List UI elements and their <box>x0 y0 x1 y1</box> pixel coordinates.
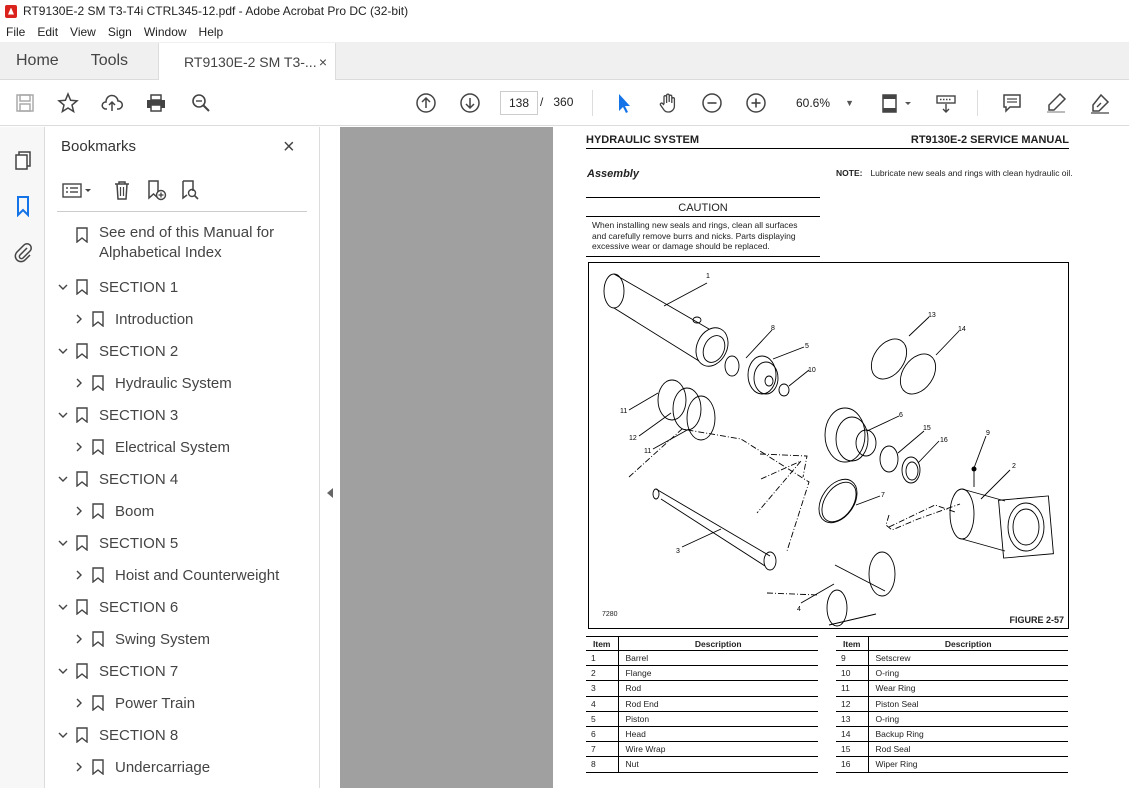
tab-document[interactable] <box>158 43 336 80</box>
cylinder-exploded-drawing <box>589 263 1070 630</box>
new-bookmark-icon[interactable] <box>143 177 169 203</box>
toolbar-divider <box>592 90 593 116</box>
divider <box>57 211 307 212</box>
item-number-cell: 8 <box>586 757 618 772</box>
bookmark-label-wrap <box>99 223 274 263</box>
note-text: Lubricate new seals and rings with clean hydraulic oil. <box>870 168 1073 178</box>
figure-label: 8 <box>771 325 775 332</box>
item-number-cell: 14 <box>836 726 868 741</box>
bookmark-item[interactable] <box>71 755 210 779</box>
bookmark-item[interactable] <box>55 467 178 491</box>
table-row <box>836 666 1068 681</box>
description-cell: Flange <box>618 666 818 681</box>
chevron-down-icon[interactable] <box>55 663 71 679</box>
figure-label: 11 <box>644 448 652 455</box>
bookmark-label: SECTION 6 <box>99 598 179 616</box>
table-row <box>586 651 818 666</box>
bookmark-label: Introduction <box>115 310 194 328</box>
column-header-description: Description <box>868 637 1068 651</box>
close-tab-icon[interactable]: × <box>318 53 328 70</box>
description-cell: Barrel <box>618 651 818 666</box>
bookmark-icon <box>75 727 89 743</box>
parts-table-left <box>586 636 818 773</box>
cloud-upload-icon[interactable] <box>99 90 125 116</box>
chevron-down-icon[interactable] <box>55 535 71 551</box>
chevron-right-icon[interactable] <box>71 759 87 775</box>
column-header-item: Item <box>836 637 868 651</box>
description-cell: Wiper Ring <box>868 757 1068 772</box>
description-cell: Rod Seal <box>868 742 1068 757</box>
figure-label: 7 <box>881 492 885 499</box>
description-cell: Rod <box>618 681 818 696</box>
bookmark-icon <box>91 311 105 327</box>
bookmark-item[interactable] <box>71 563 279 587</box>
tab-bar <box>0 42 1129 80</box>
menu-file[interactable]: File <box>6 25 26 39</box>
description-cell: Wire Wrap <box>618 742 818 757</box>
chevron-down-icon[interactable] <box>55 343 71 359</box>
caution-title: CAUTION <box>586 202 820 217</box>
chevron-down-icon[interactable] <box>55 407 71 423</box>
toolbar-divider <box>977 90 978 116</box>
section-heading: Assembly <box>587 168 639 180</box>
figure-label: 3 <box>676 548 680 555</box>
bookmark-options-icon[interactable] <box>59 177 95 203</box>
bookmark-icon <box>75 227 89 243</box>
menu-bar <box>0 22 1129 42</box>
bookmarks-title: Bookmarks <box>61 138 137 155</box>
bookmark-label: SECTION 2 <box>99 342 179 360</box>
figure-label: 13 <box>928 312 936 319</box>
item-number-cell: 4 <box>586 696 618 711</box>
description-cell: Backup Ring <box>868 726 1068 741</box>
item-number-cell: 7 <box>586 742 618 757</box>
chevron-right-icon[interactable] <box>71 375 87 391</box>
parts-table-right <box>836 636 1068 773</box>
item-number-cell: 15 <box>836 742 868 757</box>
bookmark-icon <box>75 471 89 487</box>
bookmark-item[interactable] <box>55 223 274 267</box>
caution-text: When installing new seals and rings, clean all surfaces and carefully remove burrs and nicks. Parts displaying excessive wear or damage should be replaced. <box>592 220 798 251</box>
chevron-right-icon[interactable] <box>71 631 87 647</box>
bookmarks-panel <box>45 127 320 788</box>
description-cell: Piston Seal <box>868 696 1068 711</box>
comment-icon[interactable] <box>999 90 1025 116</box>
delete-bookmark-icon[interactable] <box>109 177 135 203</box>
item-number-cell: 13 <box>836 711 868 726</box>
table-row <box>586 726 818 741</box>
window-title: RT9130E-2 SM T3-T4i CTRL345-12.pdf - Adobe Acrobat Pro DC (32-bit) <box>23 4 409 18</box>
item-number-cell: 11 <box>836 681 868 696</box>
menu-view[interactable]: View <box>70 25 96 39</box>
bookmark-icon <box>91 695 105 711</box>
table-row <box>836 651 1068 666</box>
figure-label: 11 <box>620 408 628 415</box>
bookmark-label: SECTION 8 <box>99 726 179 744</box>
table-row <box>586 742 818 757</box>
close-panel-icon[interactable]: × <box>283 136 295 158</box>
zoom-in-icon[interactable] <box>743 90 769 116</box>
figure-label: 12 <box>629 435 637 442</box>
bookmark-label: SECTION 3 <box>99 406 179 424</box>
bookmark-item[interactable] <box>55 403 178 427</box>
bookmark-icon <box>75 343 89 359</box>
description-cell: Rod End <box>618 696 818 711</box>
acrobat-icon <box>5 5 17 18</box>
chevron-right-icon[interactable] <box>71 439 87 455</box>
page-count <box>540 95 573 109</box>
bookmark-item[interactable] <box>71 435 230 459</box>
menu-help[interactable]: Help <box>198 25 224 39</box>
bookmark-icon <box>75 535 89 551</box>
item-number-cell: 2 <box>586 666 618 681</box>
bookmark-item[interactable] <box>71 499 154 523</box>
item-number-cell: 9 <box>836 651 868 666</box>
page-header-right: RT9130E-2 SERVICE MANUAL <box>910 134 1069 146</box>
bookmark-item[interactable] <box>55 531 178 555</box>
bookmark-item[interactable] <box>55 723 178 747</box>
hand-tool-icon[interactable] <box>655 90 681 116</box>
table-row <box>586 696 818 711</box>
menu-window[interactable]: Window <box>143 25 187 39</box>
bookmark-item[interactable] <box>55 339 178 363</box>
chevron-down-icon[interactable] <box>55 727 71 743</box>
bookmark-icon <box>91 567 105 583</box>
item-number-cell: 16 <box>836 757 868 772</box>
pdf-page <box>553 127 1129 788</box>
figure-label: 1 <box>706 273 710 280</box>
bookmark-item[interactable] <box>71 691 195 715</box>
zoom-value: 60.6% <box>796 96 831 110</box>
bookmark-label: See end of this Manual for <box>99 224 275 241</box>
figure-label: 9 <box>986 430 990 437</box>
save-icon[interactable] <box>12 90 38 116</box>
note-label: NOTE: <box>836 168 863 178</box>
bookmark-label: Electrical System <box>115 438 231 456</box>
zoom-out-icon[interactable] <box>699 90 725 116</box>
item-number-cell: 5 <box>586 711 618 726</box>
figure-label: 5 <box>805 343 809 350</box>
star-icon[interactable] <box>55 90 81 116</box>
bookmark-label: Hoist and Counterweight <box>115 566 280 584</box>
chevron-right-icon[interactable] <box>71 567 87 583</box>
figure-label: 6 <box>899 412 903 419</box>
table-row <box>586 757 818 772</box>
table-row <box>836 726 1068 741</box>
tab-home[interactable]: Home <box>16 51 59 69</box>
previous-page-icon[interactable] <box>413 90 439 116</box>
bookmark-label: SECTION 4 <box>99 470 179 488</box>
item-number-cell: 10 <box>836 666 868 681</box>
main-toolbar <box>0 80 1129 126</box>
title-bar <box>0 0 1129 22</box>
highlight-pen-icon[interactable] <box>1043 90 1069 116</box>
table-row <box>836 757 1068 772</box>
bookmark-icon <box>75 663 89 679</box>
bookmark-item[interactable] <box>71 371 232 395</box>
print-icon[interactable] <box>143 90 169 116</box>
item-number-cell: 3 <box>586 681 618 696</box>
document-canvas[interactable] <box>340 127 1129 788</box>
bookmarks-panel-icon[interactable] <box>10 193 36 219</box>
bookmark-label: Boom <box>115 502 155 520</box>
bookmark-search-icon[interactable] <box>177 177 203 203</box>
table-row <box>586 681 818 696</box>
caution-box <box>586 197 820 257</box>
note-block <box>836 168 1076 178</box>
table-row <box>836 711 1068 726</box>
figure-label: 16 <box>940 437 948 444</box>
chevron-down-icon[interactable] <box>55 279 71 295</box>
bookmark-icon <box>91 503 105 519</box>
setscrew-dot <box>972 467 977 472</box>
panel-collapse-handle[interactable] <box>320 127 340 788</box>
description-cell: Nut <box>618 757 818 772</box>
page-fit-icon[interactable] <box>877 90 917 116</box>
menu-edit[interactable]: Edit <box>37 25 59 39</box>
zoom-search-icon[interactable] <box>188 90 214 116</box>
tab-tools[interactable]: Tools <box>90 51 129 69</box>
table-row <box>836 696 1068 711</box>
keyboard-scroll-icon[interactable] <box>933 90 959 116</box>
bookmark-item[interactable] <box>71 307 193 331</box>
description-cell: O-ring <box>868 666 1068 681</box>
description-cell: Head <box>618 726 818 741</box>
exploded-view-figure <box>588 262 1069 629</box>
chevron-right-icon[interactable] <box>71 311 87 327</box>
description-cell: Piston <box>618 711 818 726</box>
table-row <box>586 711 818 726</box>
chevron-down-icon: ▼ <box>845 98 854 108</box>
total-pages: 360 <box>553 95 574 109</box>
figure-label: 2 <box>1012 463 1016 470</box>
menu-sign[interactable]: Sign <box>107 25 132 39</box>
bookmark-label: SECTION 1 <box>99 278 179 296</box>
next-page-icon[interactable] <box>457 90 483 116</box>
page-header-left: HYDRAULIC SYSTEM <box>586 134 700 146</box>
table-row <box>586 666 818 681</box>
bookmark-item[interactable] <box>55 595 178 619</box>
figure-label: 4 <box>797 606 801 613</box>
bookmark-label: SECTION 5 <box>99 534 179 552</box>
bookmark-label-line2: Alphabetical Index <box>99 244 222 261</box>
figure-code: 7280 <box>602 611 618 618</box>
bookmark-label: Undercarriage <box>115 758 211 776</box>
bookmark-icon <box>75 279 89 295</box>
column-header-description: Description <box>618 637 818 651</box>
zoom-level-select[interactable] <box>788 91 858 115</box>
description-cell: Wear Ring <box>868 681 1068 696</box>
table-row <box>836 681 1068 696</box>
description-cell: Setscrew <box>868 651 1068 666</box>
tab-document-label: RT9130E-2 SM T3-... <box>184 53 317 70</box>
bookmark-label: Swing System <box>115 630 211 648</box>
bookmark-icon <box>75 407 89 423</box>
chevron-right-icon[interactable] <box>71 695 87 711</box>
page-number-input[interactable]: 138 <box>500 91 538 115</box>
collapse-arrow-icon <box>327 488 333 498</box>
description-cell: O-ring <box>868 711 1068 726</box>
header-rule <box>586 148 1069 149</box>
item-number-cell: 1 <box>586 651 618 666</box>
bookmark-label: SECTION 7 <box>99 662 179 680</box>
bookmark-label: Hydraulic System <box>115 374 232 392</box>
chevron-down-icon[interactable] <box>55 599 71 615</box>
table-row <box>836 742 1068 757</box>
bookmark-icon <box>91 631 105 647</box>
bookmark-icon <box>91 759 105 775</box>
page-separator: / <box>540 95 544 109</box>
chevron-right-icon[interactable] <box>71 503 87 519</box>
bookmark-icon <box>91 439 105 455</box>
figure-label: 14 <box>958 326 966 333</box>
sign-pen-icon[interactable] <box>1087 90 1113 116</box>
left-navigation-rail <box>0 127 45 788</box>
page-thumbnails-icon[interactable] <box>10 147 36 173</box>
figure-caption: FIGURE 2-57 <box>1009 615 1064 625</box>
chevron-down-icon[interactable] <box>55 471 71 487</box>
bookmark-label: Power Train <box>115 694 196 712</box>
bookmark-icon <box>91 375 105 391</box>
bookmarks-toolbar <box>57 177 307 203</box>
figure-label: 15 <box>923 425 931 432</box>
attachments-icon[interactable] <box>10 239 36 265</box>
bookmark-item[interactable] <box>71 627 210 651</box>
bookmark-icon <box>75 599 89 615</box>
item-number-cell: 6 <box>586 726 618 741</box>
bookmark-item[interactable] <box>55 275 178 299</box>
figure-label: 10 <box>808 367 816 374</box>
column-header-item: Item <box>586 637 618 651</box>
bookmark-item[interactable] <box>55 659 178 683</box>
select-cursor-icon[interactable] <box>611 90 637 116</box>
chevron-spacer <box>55 227 71 243</box>
item-number-cell: 12 <box>836 696 868 711</box>
